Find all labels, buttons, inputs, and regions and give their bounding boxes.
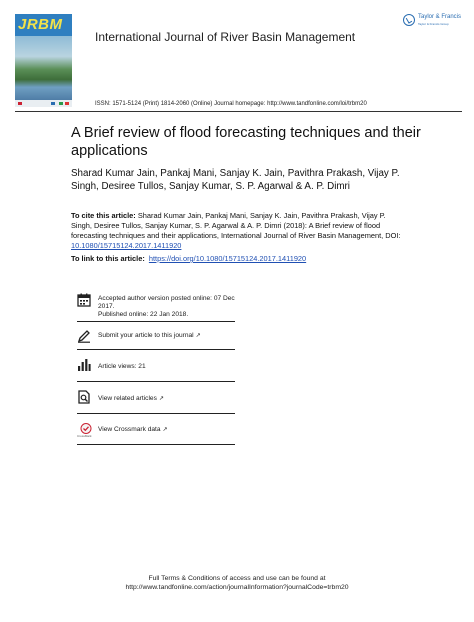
journal-cover-thumbnail	[15, 14, 72, 107]
taylor-francis-logo-icon[interactable]	[403, 14, 463, 30]
crossmark-item[interactable]	[77, 414, 235, 445]
publisher-emblem-icon	[403, 14, 415, 26]
issn-line: ISSN: 1571-5124 (Print) 1814-2060 (Online) Journal homepage: http://www.tandfonline.com/loi/trbm20	[95, 101, 367, 107]
article-title: A Brief review of flood forecasting techniques and their applications	[71, 125, 421, 159]
related-articles-label: View related articles	[98, 395, 157, 402]
article-views-item	[77, 350, 235, 382]
external-link-icon: ↗	[162, 427, 168, 433]
article-metrics-list	[77, 290, 235, 445]
footer-line-2[interactable]: http://www.tandfonline.com/action/journalInformation?journalCode=trbm20	[125, 584, 349, 591]
crossmark-icon	[77, 423, 95, 437]
citation-doi-link[interactable]: 10.1080/15715124.2017.1411920	[71, 241, 182, 250]
crossmark-label: View Crossmark data	[98, 426, 161, 433]
terms-footer	[0, 574, 474, 592]
publication-dates-item	[77, 290, 235, 322]
crossmark-icon-label: CrossMark	[77, 434, 92, 438]
external-link-icon: ↗	[158, 396, 164, 402]
cover-footer	[15, 100, 72, 107]
submit-article-link[interactable]	[98, 332, 201, 340]
citation-label: To cite this article:	[71, 211, 136, 220]
calendar-icon	[77, 293, 91, 307]
related-articles-item[interactable]	[77, 382, 235, 414]
crossmark-link[interactable]	[98, 426, 168, 434]
crossmark-badge-icon	[80, 423, 92, 434]
article-link-line	[71, 254, 306, 263]
publisher-subtitle: Taylor & Francis Group	[418, 22, 449, 26]
citation-text: Sharad Kumar Jain, Pankaj Mani, Sanjay K. Jain, Pavithra Prakash, Vijay P. Singh, Desiree Tullos, Sanjay Kumar, S. P. Agarwal & A. P. Dimri (2018): A Brief review of flood forecasting techniques and their applications, International Journal of River Basin Management, DOI:	[71, 211, 401, 240]
publisher-name: Taylor & Francis	[418, 14, 462, 20]
related-articles-link[interactable]	[98, 395, 164, 403]
cover-logo: JRBM	[15, 14, 72, 36]
accepted-date: Accepted author version posted online: 07 Dec 2017.	[98, 295, 235, 310]
submit-article-label: Submit your article to this journal	[98, 332, 194, 339]
footer-line-1: Full Terms & Conditions of access and use can be found at	[148, 575, 326, 582]
article-views: Article views: 21	[98, 363, 146, 370]
bar-chart-icon	[77, 358, 91, 372]
submit-article-item[interactable]	[77, 322, 235, 350]
published-date: Published online: 22 Jan 2018.	[98, 311, 189, 318]
article-authors: Sharad Kumar Jain, Pankaj Mani, Sanjay K. Jain, Pavithra Prakash, Vijay P. Singh, Desiree Tullos, Sanjay Kumar, S. P. Agarwal & A. P. Dimri	[71, 168, 400, 192]
external-link-icon: ↗	[195, 333, 201, 339]
cover-photo	[15, 36, 72, 100]
link-label: To link to this article:	[71, 254, 145, 263]
header-divider	[15, 111, 462, 112]
pencil-icon	[77, 329, 91, 343]
search-document-icon	[77, 390, 91, 404]
article-doi-link[interactable]: https://doi.org/10.1080/15715124.2017.1411920	[148, 254, 307, 263]
journal-title[interactable]: International Journal of River Basin Management	[95, 30, 356, 44]
citation-block	[71, 211, 406, 251]
